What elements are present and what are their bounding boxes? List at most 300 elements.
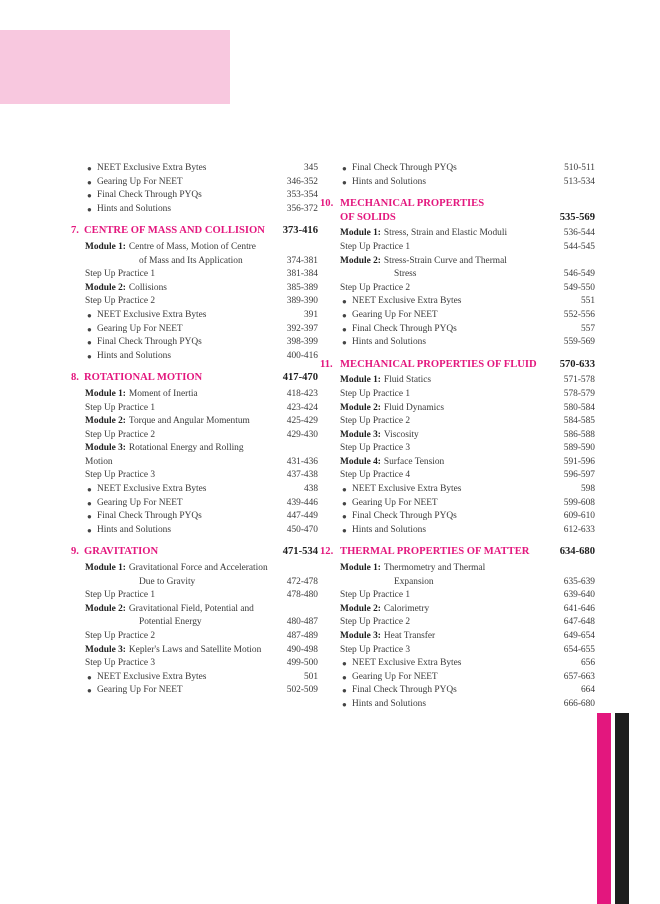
chapter-heading[interactable] (71, 545, 318, 559)
entry-label-wrap (340, 162, 560, 176)
module-label: Module 1: (85, 388, 126, 399)
toc-entry[interactable] (85, 189, 318, 203)
entry-title: Hints and Solutions (97, 350, 171, 361)
entry-label-wrap (340, 388, 560, 402)
toc-entry[interactable] (85, 576, 318, 590)
entry-label-wrap (340, 684, 577, 698)
entry-label-wrap (340, 698, 560, 712)
decorative-black-bar (615, 713, 629, 904)
entry-title: Step Up Practice 3 (85, 658, 156, 669)
bullet-icon: ● (87, 191, 92, 201)
bullet-icon: ● (342, 297, 347, 307)
entry-page: 647-648 (563, 617, 595, 628)
toc-entry[interactable] (85, 469, 318, 483)
toc-entry[interactable] (340, 684, 595, 698)
bullet-icon: ● (342, 512, 347, 522)
entry-title: Step Up Practice 3 (340, 644, 411, 655)
toc-entry[interactable] (340, 268, 595, 282)
entry-page: 549-550 (563, 282, 595, 293)
entry-label-wrap (340, 241, 560, 255)
entry-page: 398-399 (286, 337, 318, 348)
toc-entry[interactable] (340, 497, 595, 511)
entry-page: 381-384 (286, 269, 318, 280)
entry-title: NEET Exclusive Extra Bytes (352, 658, 462, 669)
entry-label-wrap (85, 456, 283, 470)
entry-title: NEET Exclusive Extra Bytes (97, 484, 207, 495)
entry-label-wrap (340, 415, 560, 429)
entry-label-wrap (340, 336, 560, 350)
chapter-title: MECHANICAL PROPERTIES (340, 198, 485, 210)
entry-title: Gearing Up For NEET (352, 309, 438, 320)
entry-label-wrap (340, 429, 560, 443)
module-label: Module 1: (85, 563, 126, 574)
toc-entry[interactable] (85, 162, 318, 176)
toc-entry[interactable] (85, 203, 318, 217)
entry-label-wrap (85, 644, 283, 658)
toc-entry[interactable] (340, 374, 595, 388)
entry-page: 513-534 (563, 176, 595, 187)
entry-page: 472-478 (286, 576, 318, 587)
toc-entry[interactable] (85, 309, 318, 323)
toc-entry[interactable] (85, 241, 318, 255)
toc-entry[interactable] (85, 510, 318, 524)
toc-entry[interactable] (340, 698, 595, 712)
toc-entry[interactable] (85, 402, 318, 416)
entry-title: NEET Exclusive Extra Bytes (97, 671, 207, 682)
bullet-icon: ● (342, 324, 347, 334)
toc-entry[interactable] (340, 402, 595, 416)
bullet-icon: ● (87, 672, 92, 682)
entry-title: NEET Exclusive Extra Bytes (352, 296, 462, 307)
entry-label-wrap (85, 255, 283, 269)
entry-label-wrap (340, 323, 577, 337)
entry-page: 385-389 (286, 282, 318, 293)
entry-page: 389-390 (286, 296, 318, 307)
entry-title: Hints and Solutions (352, 524, 426, 535)
toc-entry[interactable] (340, 483, 595, 497)
entry-title: Fluid Statics (383, 375, 432, 386)
entry-page: 544-545 (563, 241, 595, 252)
entry-title: Stress, Strain and Elastic Moduli (383, 228, 508, 239)
toc-entry[interactable] (340, 295, 595, 309)
toc-entry[interactable] (340, 630, 595, 644)
entry-label-wrap (85, 176, 283, 190)
toc-entry[interactable] (85, 336, 318, 350)
entry-title: Step Up Practice 4 (340, 470, 411, 481)
module-label: Module 2: (85, 416, 126, 427)
toc-entry[interactable] (85, 603, 318, 617)
entry-page: 478-480 (286, 590, 318, 601)
entry-page: 580-584 (563, 402, 595, 413)
entry-page: 599-608 (563, 497, 595, 508)
module-label: Module 1: (340, 228, 381, 239)
entry-title: Gravitational Field, Potential and (128, 603, 254, 614)
entry-label-wrap (85, 309, 300, 323)
toc-entry[interactable] (340, 162, 595, 176)
chapter-title-wrap (71, 545, 159, 559)
chapter-number: 7. (71, 225, 79, 237)
entry-title: Final Check Through PYQs (97, 337, 202, 348)
entry-title: Surface Tension (383, 456, 445, 467)
bullet-icon: ● (342, 164, 347, 173)
toc-entry[interactable] (340, 323, 595, 337)
toc-entry[interactable] (85, 323, 318, 337)
toc-entry[interactable] (340, 227, 595, 241)
entry-page: 546-549 (563, 269, 595, 280)
entry-title: Final Check Through PYQs (97, 190, 202, 201)
entry-title: Moment of Inertia (128, 388, 198, 399)
toc-entry[interactable] (85, 644, 318, 658)
toc-entry[interactable] (85, 268, 318, 282)
entry-title: Fluid Dynamics (383, 402, 445, 413)
module-label: Module 1: (340, 375, 381, 386)
entry-title: Gearing Up For NEET (97, 176, 183, 187)
entry-title: Heat Transfer (383, 631, 436, 641)
entry-label-wrap (85, 241, 314, 255)
chapter-title: GRAVITATION (84, 546, 159, 558)
entry-title: Gearing Up For NEET (352, 671, 438, 682)
entry-page: 490-498 (286, 644, 318, 655)
module-label: Module 2: (340, 255, 381, 266)
entry-page: 423-424 (286, 402, 318, 413)
header-color-block (0, 30, 230, 104)
entry-page: 353-354 (286, 190, 318, 201)
module-label: Module 2: (340, 603, 381, 614)
entry-title: Step Up Practice 2 (85, 631, 156, 641)
bullet-icon: ● (87, 351, 92, 361)
entry-label-wrap (340, 295, 577, 309)
entry-title: Gearing Up For NEET (97, 497, 183, 508)
entry-label-wrap (85, 388, 283, 402)
entry-page: 536-544 (563, 228, 595, 239)
chapter-page-range: 634-680 (559, 546, 595, 558)
entry-label-wrap (85, 189, 283, 203)
entry-label-wrap (85, 415, 283, 429)
entry-title: Step Up Practice 2 (85, 429, 156, 440)
entry-title: Calorimetry (383, 603, 430, 614)
entry-page: 557 (580, 323, 595, 334)
entry-title: Due to Gravity (139, 576, 196, 587)
entry-page: 510-511 (564, 163, 595, 173)
toc-entry[interactable] (85, 415, 318, 429)
entry-title: Gearing Up For NEET (97, 685, 183, 696)
chapter-title: THERMAL PROPERTIES OF MATTER (340, 546, 530, 558)
chapter-page-range: 535-569 (559, 211, 595, 223)
bullet-icon: ● (87, 177, 92, 187)
entry-title: NEET Exclusive Extra Bytes (97, 309, 207, 320)
entry-label-wrap (85, 442, 314, 456)
entry-label-wrap (340, 309, 560, 323)
chapter-page-range: 417-470 (282, 372, 318, 384)
entry-label-wrap (340, 227, 560, 241)
chapter-heading[interactable] (320, 358, 595, 372)
entry-label-wrap (85, 282, 283, 296)
entry-page: 499-500 (286, 658, 318, 669)
entry-label-wrap (85, 350, 283, 364)
entry-label-wrap (85, 576, 283, 590)
entry-label-wrap (340, 176, 560, 190)
entry-label-wrap (85, 589, 283, 603)
entry-page: 480-487 (286, 617, 318, 628)
entry-title: Step Up Practice 3 (85, 470, 156, 481)
entry-title: Final Check Through PYQs (352, 163, 457, 173)
entry-page: 584-585 (563, 416, 595, 427)
chapter-heading[interactable] (71, 371, 318, 385)
entry-label-wrap (340, 576, 560, 590)
entry-title: Thermometry and Thermal (383, 563, 486, 574)
toc-entry[interactable] (340, 176, 595, 190)
module-label: Module 3: (340, 429, 381, 440)
entry-label-wrap (340, 255, 591, 269)
entry-title: Rotational Energy and Rolling (128, 443, 244, 454)
bullet-icon: ● (87, 204, 92, 214)
entry-title: Hints and Solutions (97, 203, 171, 214)
module-label: Module 1: (85, 241, 126, 252)
entry-label-wrap (340, 483, 577, 497)
entry-page: 591-596 (563, 456, 595, 467)
entry-title: Gravitational Force and Acceleration (128, 563, 268, 574)
entry-label-wrap (340, 644, 560, 658)
chapter-heading[interactable] (71, 224, 318, 238)
toc-entry[interactable] (340, 336, 595, 350)
entry-title: Step Up Practice 2 (340, 282, 411, 293)
toc-entry[interactable] (85, 350, 318, 364)
entry-title: NEET Exclusive Extra Bytes (97, 163, 207, 173)
bullet-icon: ● (87, 686, 92, 696)
entry-page: 559-569 (563, 337, 595, 348)
entry-title: Hints and Solutions (352, 176, 426, 187)
entry-label-wrap (340, 616, 560, 630)
chapter-title-wrap (71, 371, 203, 385)
toc-entry[interactable] (85, 483, 318, 497)
entry-label-wrap (85, 630, 283, 644)
entry-page: 612-633 (563, 524, 595, 535)
entry-page: 641-646 (563, 603, 595, 614)
chapter-heading[interactable] (320, 197, 595, 224)
entry-label-wrap (340, 442, 560, 456)
bullet-icon: ● (87, 324, 92, 334)
entry-title: Step Up Practice 1 (340, 241, 411, 252)
chapter-page-range: 570-633 (559, 358, 595, 370)
toc-entry[interactable] (340, 603, 595, 617)
toc-left-column (71, 162, 318, 698)
chapter-page-range: 373-416 (282, 225, 318, 237)
toc-entry[interactable] (85, 684, 318, 698)
toc-entry[interactable] (340, 415, 595, 429)
toc-entry[interactable] (340, 282, 595, 296)
entry-page: 635-639 (563, 576, 595, 587)
entry-label-wrap (340, 510, 560, 524)
entry-label-wrap (85, 429, 283, 443)
bullet-icon: ● (342, 525, 347, 535)
entry-page: 438 (303, 484, 318, 495)
toc-entry[interactable] (85, 671, 318, 685)
entry-label-wrap (340, 524, 560, 538)
module-label: Module 3: (340, 631, 381, 641)
entry-label-wrap (85, 657, 283, 671)
toc-entry[interactable] (85, 255, 318, 269)
entry-title: Stress (394, 269, 417, 280)
entry-page: 439-446 (286, 497, 318, 508)
module-label: Module 3: (85, 443, 126, 454)
toc-entry[interactable] (85, 456, 318, 470)
entry-title: Hints and Solutions (352, 337, 426, 348)
entry-label-wrap (85, 684, 283, 698)
entry-title: of Mass and Its Application (139, 255, 243, 266)
toc-entry[interactable] (85, 176, 318, 190)
toc-entry[interactable] (340, 429, 595, 443)
entry-label-wrap (85, 497, 283, 511)
entry-page: 666-680 (563, 698, 595, 709)
chapter-heading[interactable] (320, 545, 595, 559)
entry-label-wrap (340, 282, 560, 296)
entry-page: 664 (580, 685, 595, 696)
bullet-icon: ● (342, 310, 347, 320)
toc-entry[interactable] (85, 524, 318, 538)
bullet-icon: ● (342, 177, 347, 187)
toc-entry[interactable] (85, 589, 318, 603)
entry-title: Final Check Through PYQs (97, 511, 202, 522)
module-label: Module 2: (85, 603, 126, 614)
entry-page: 654-655 (563, 644, 595, 655)
entry-label-wrap (85, 402, 283, 416)
entry-page: 418-423 (286, 388, 318, 399)
entry-label-wrap (340, 657, 577, 671)
entry-label-wrap (85, 510, 283, 524)
entry-label-wrap (340, 497, 560, 511)
entry-page: 425-429 (286, 416, 318, 427)
entry-label-wrap (85, 524, 283, 538)
entry-title: NEET Exclusive Extra Bytes (352, 484, 462, 495)
entry-page: 552-556 (563, 309, 595, 320)
entry-page: 657-663 (563, 671, 595, 682)
entry-label-wrap (340, 603, 560, 617)
toc-entry[interactable] (85, 388, 318, 402)
toc-entry[interactable] (340, 589, 595, 603)
entry-page: 391 (303, 309, 318, 320)
toc-entry[interactable] (340, 524, 595, 538)
entry-label-wrap (85, 203, 283, 217)
entry-page: 392-397 (286, 323, 318, 334)
entry-title: Step Up Practice 2 (340, 617, 411, 628)
entry-title: Expansion (394, 576, 434, 587)
entry-label-wrap (340, 630, 560, 644)
module-label: Module 2: (85, 282, 126, 293)
entry-title: Stress-Strain Curve and Thermal (383, 255, 507, 266)
entry-page: 356-372 (286, 203, 318, 214)
entry-page: 609-610 (563, 511, 595, 522)
entry-title: Hints and Solutions (352, 698, 426, 709)
entry-page: 502-509 (286, 685, 318, 696)
chapter-title: CENTRE OF MASS AND COLLISION (84, 225, 265, 237)
entry-label-wrap (340, 268, 560, 282)
entry-label-wrap (340, 456, 560, 470)
chapter-title-wrap (71, 224, 265, 238)
entry-title: Viscosity (383, 429, 419, 440)
entry-label-wrap (85, 268, 283, 282)
chapter-title-wrap (320, 197, 485, 224)
chapter-title: ROTATIONAL MOTION (84, 372, 203, 384)
toc-entry[interactable] (340, 510, 595, 524)
entry-title: Step Up Practice 1 (85, 402, 156, 413)
entry-page: 346-352 (286, 176, 318, 187)
entry-title: Collisions (128, 282, 167, 293)
bullet-icon: ● (87, 338, 92, 348)
bullet-icon: ● (342, 485, 347, 495)
entry-page: 450-470 (286, 524, 318, 535)
chapter-number: 8. (71, 372, 79, 384)
toc-entry[interactable] (340, 469, 595, 483)
entry-title: Step Up Practice 2 (340, 416, 411, 427)
toc-entry[interactable] (85, 282, 318, 296)
entry-page: 578-579 (563, 388, 595, 399)
entry-title: Gearing Up For NEET (97, 323, 183, 334)
entry-title: Hints and Solutions (97, 524, 171, 535)
toc-entry[interactable] (340, 309, 595, 323)
entry-label-wrap (340, 671, 560, 685)
entry-label-wrap (340, 469, 560, 483)
entry-title: Final Check Through PYQs (352, 323, 457, 334)
entry-label-wrap (340, 562, 591, 576)
chapter-title-wrap (320, 545, 530, 559)
toc-entry[interactable] (340, 241, 595, 255)
toc-entry[interactable] (340, 671, 595, 685)
chapter-number: 9. (71, 546, 79, 558)
toc-entry[interactable] (85, 429, 318, 443)
entry-page: 649-654 (563, 631, 595, 641)
entry-title: Step Up Practice 1 (85, 590, 156, 601)
toc-entry[interactable] (340, 576, 595, 590)
entry-page: 639-640 (563, 590, 595, 601)
module-label: Module 4: (340, 456, 381, 467)
toc-entry[interactable] (85, 442, 318, 456)
entry-title: Gearing Up For NEET (352, 497, 438, 508)
bullet-icon: ● (87, 512, 92, 522)
toc-entry[interactable] (85, 295, 318, 309)
entry-page: 596-597 (563, 470, 595, 481)
toc-entry[interactable] (340, 456, 595, 470)
entry-label-wrap (340, 589, 560, 603)
entry-page: 571-578 (563, 375, 595, 386)
entry-page: 429-430 (286, 429, 318, 440)
entry-title: Step Up Practice 1 (85, 269, 156, 280)
entry-page: 345 (303, 163, 318, 173)
toc-entry[interactable] (340, 657, 595, 671)
toc-entry[interactable] (85, 630, 318, 644)
chapter-number: 11. (320, 358, 333, 370)
entry-page: 598 (580, 484, 595, 495)
bullet-icon: ● (342, 699, 347, 709)
toc-entry[interactable] (85, 657, 318, 671)
chapter-title: MECHANICAL PROPERTIES OF FLUID (340, 358, 537, 370)
toc-entry[interactable] (340, 255, 595, 269)
toc-entry[interactable] (340, 562, 595, 576)
toc-entry[interactable] (340, 644, 595, 658)
module-label: Module 2: (340, 402, 381, 413)
entry-page: 431-436 (286, 456, 318, 467)
toc-entry[interactable] (340, 442, 595, 456)
chapter-page-range: 471-534 (282, 546, 318, 558)
toc-entry[interactable] (85, 616, 318, 630)
module-label: Module 1: (340, 563, 381, 574)
toc-entry[interactable] (340, 388, 595, 402)
toc-entry[interactable] (85, 497, 318, 511)
entry-label-wrap (340, 402, 560, 416)
toc-entry[interactable] (340, 616, 595, 630)
entry-title: Final Check Through PYQs (352, 511, 457, 522)
toc-entry[interactable] (85, 562, 318, 576)
entry-title: Motion (85, 456, 113, 467)
